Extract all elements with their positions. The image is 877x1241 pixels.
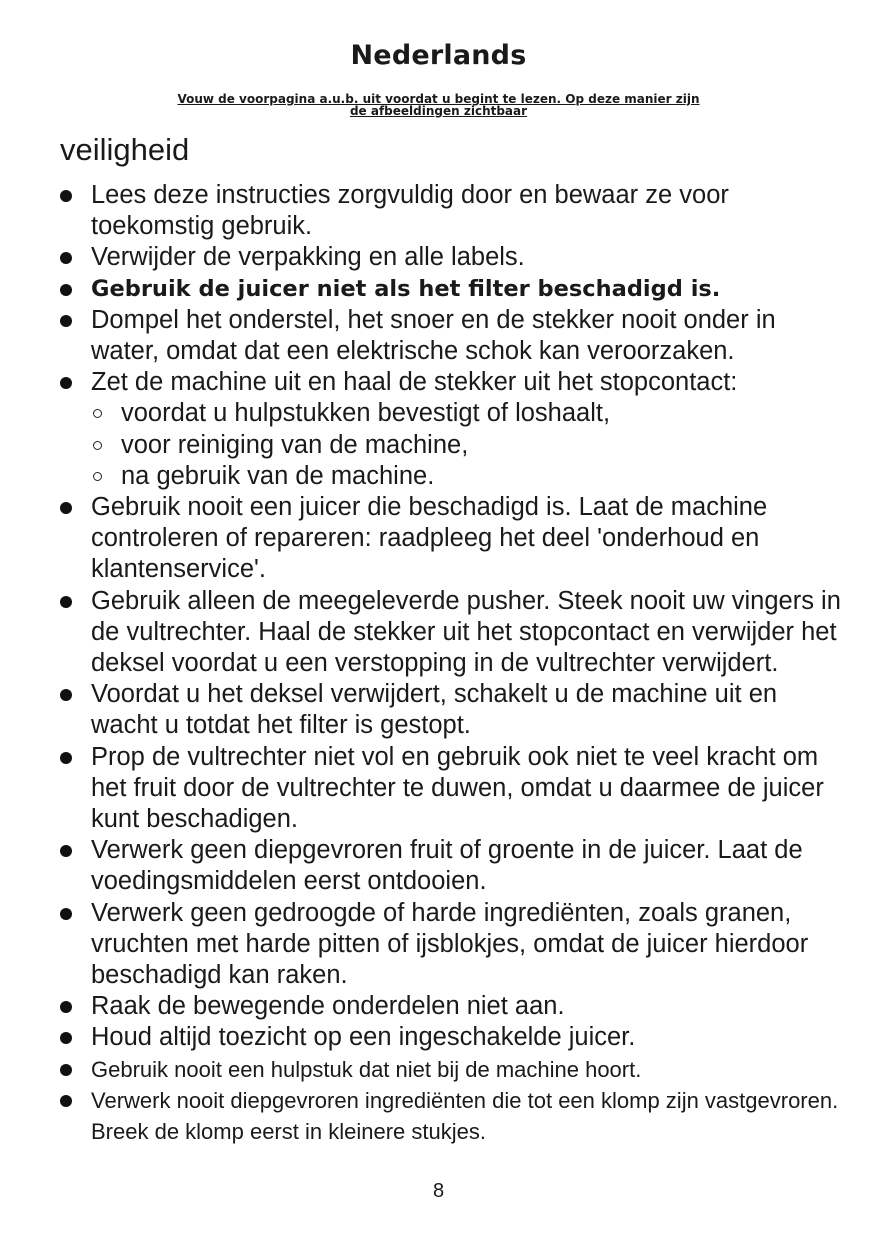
sub-list-item (91, 461, 850, 492)
bullet-icon (60, 689, 72, 701)
notice-line-2: de afbeeldingen zichtbaar (349, 104, 528, 118)
list-item (60, 991, 850, 1022)
list-item (60, 305, 850, 367)
list-item (60, 180, 850, 242)
page-number: 8 (432, 1180, 445, 1202)
list-item-text: Verwerk nooit diepgevroren ingrediënten die tot een klomp zijn vastgevroren. Breek de klomp eerst in kleinere stukjes. (91, 1087, 839, 1144)
bullet-icon (60, 752, 72, 764)
list-item-text: Gebruik alleen de meegeleverde pusher. Steek nooit uw vingers in de vultrechter. Haal de stekker uit het stopcontact en verwijder het deksel voordat u een verstopping in de vultrechter verwijdert. (91, 586, 841, 678)
list-item (60, 492, 850, 586)
list-item-text: Verwerk geen diepgevroren fruit of groente in de juicer. Laat de voedingsmiddelen eerst ontdooien. (91, 836, 803, 896)
bullet-icon (60, 908, 72, 920)
list-item (60, 679, 850, 741)
list-item-text: Prop de vultrechter niet vol en gebruik ook niet te veel kracht om het fruit door de vultrechter te duwen, omdat u daarmee de juicer kunt beschadigen. (91, 742, 824, 834)
list-item (60, 1085, 850, 1147)
sub-list-item (91, 430, 850, 461)
list-item (60, 835, 850, 897)
sub-list-item-text: voor reiniging van de machine, (121, 430, 469, 459)
bullet-icon (60, 1064, 72, 1076)
bullet-icon (60, 1001, 72, 1013)
list-item-text: Lees deze instructies zorgvuldig door en bewaar ze voor toekomstig gebruik. (91, 181, 729, 241)
list-item (60, 898, 850, 992)
list-item-text: Gebruik nooit een juicer die beschadigd is. Laat de machine controleren of repareren: raadpleeg het deel 'onderhoud en klantenservice'. (91, 493, 768, 584)
list-item-text: Dompel het onderstel, het snoer en de stekker nooit onder in water, omdat dat een elektrische schok kan veroorzaken. (91, 305, 776, 366)
bullet-icon (60, 596, 72, 608)
hollow-bullet-icon (93, 441, 102, 450)
list-item-warning (60, 274, 850, 305)
notice-line-1: Vouw de voorpagina a.u.b. uit voordat u begint te lezen. Op deze manier zijn (177, 92, 700, 106)
unfold-notice (0, 93, 877, 117)
list-item-text: Raak de bewegende onderdelen niet aan. (91, 992, 565, 1021)
bullet-icon (60, 190, 72, 202)
list-item (60, 1022, 850, 1053)
bullet-icon (60, 1095, 72, 1107)
bullet-icon (60, 1032, 72, 1044)
sub-list-item-text: voordat u hulpstukken bevestigt of loshaalt, (121, 399, 611, 428)
list-item-text: Gebruik nooit een hulpstuk dat niet bij de machine hoort. (91, 1056, 642, 1082)
bullet-icon (60, 252, 72, 264)
bullet-icon (60, 845, 72, 857)
list-item (60, 1054, 850, 1085)
list-item-text: Verwijder de verpakking en alle labels. (91, 243, 525, 272)
list-item-text: Houd altijd toezicht op een ingeschakelde juicer. (91, 1023, 636, 1052)
safety-list (60, 180, 850, 1147)
section-heading: veiligheid (60, 132, 190, 167)
bullet-icon (60, 315, 72, 327)
list-item (60, 586, 850, 680)
list-item-text: Voordat u het deksel verwijdert, schakelt u de machine uit en wacht u totdat het filter is gestopt. (91, 680, 778, 740)
hollow-bullet-icon (93, 472, 102, 481)
sub-list-item-text: na gebruik van de machine. (121, 461, 435, 490)
list-item-text: Verwerk geen gedroogde of harde ingrediënten, zoals granen, vruchten met harde pitten of ijsblokjes, omdat de juicer hierdoor beschadigd kan raken. (91, 898, 809, 990)
bullet-icon (60, 377, 72, 389)
page-title: Nederlands (350, 40, 527, 71)
list-item (60, 367, 850, 492)
list-item-text: Gebruik de juicer niet als het filter beschadigd is. (91, 275, 721, 302)
bullet-icon (60, 284, 72, 296)
sub-list (91, 398, 850, 492)
list-item (60, 742, 850, 836)
bullet-icon (60, 502, 72, 514)
sub-list-item (91, 398, 850, 429)
list-item-text: Zet de machine uit en haal de stekker uit het stopcontact: (91, 368, 738, 397)
list-item (60, 242, 850, 273)
hollow-bullet-icon (93, 409, 102, 418)
